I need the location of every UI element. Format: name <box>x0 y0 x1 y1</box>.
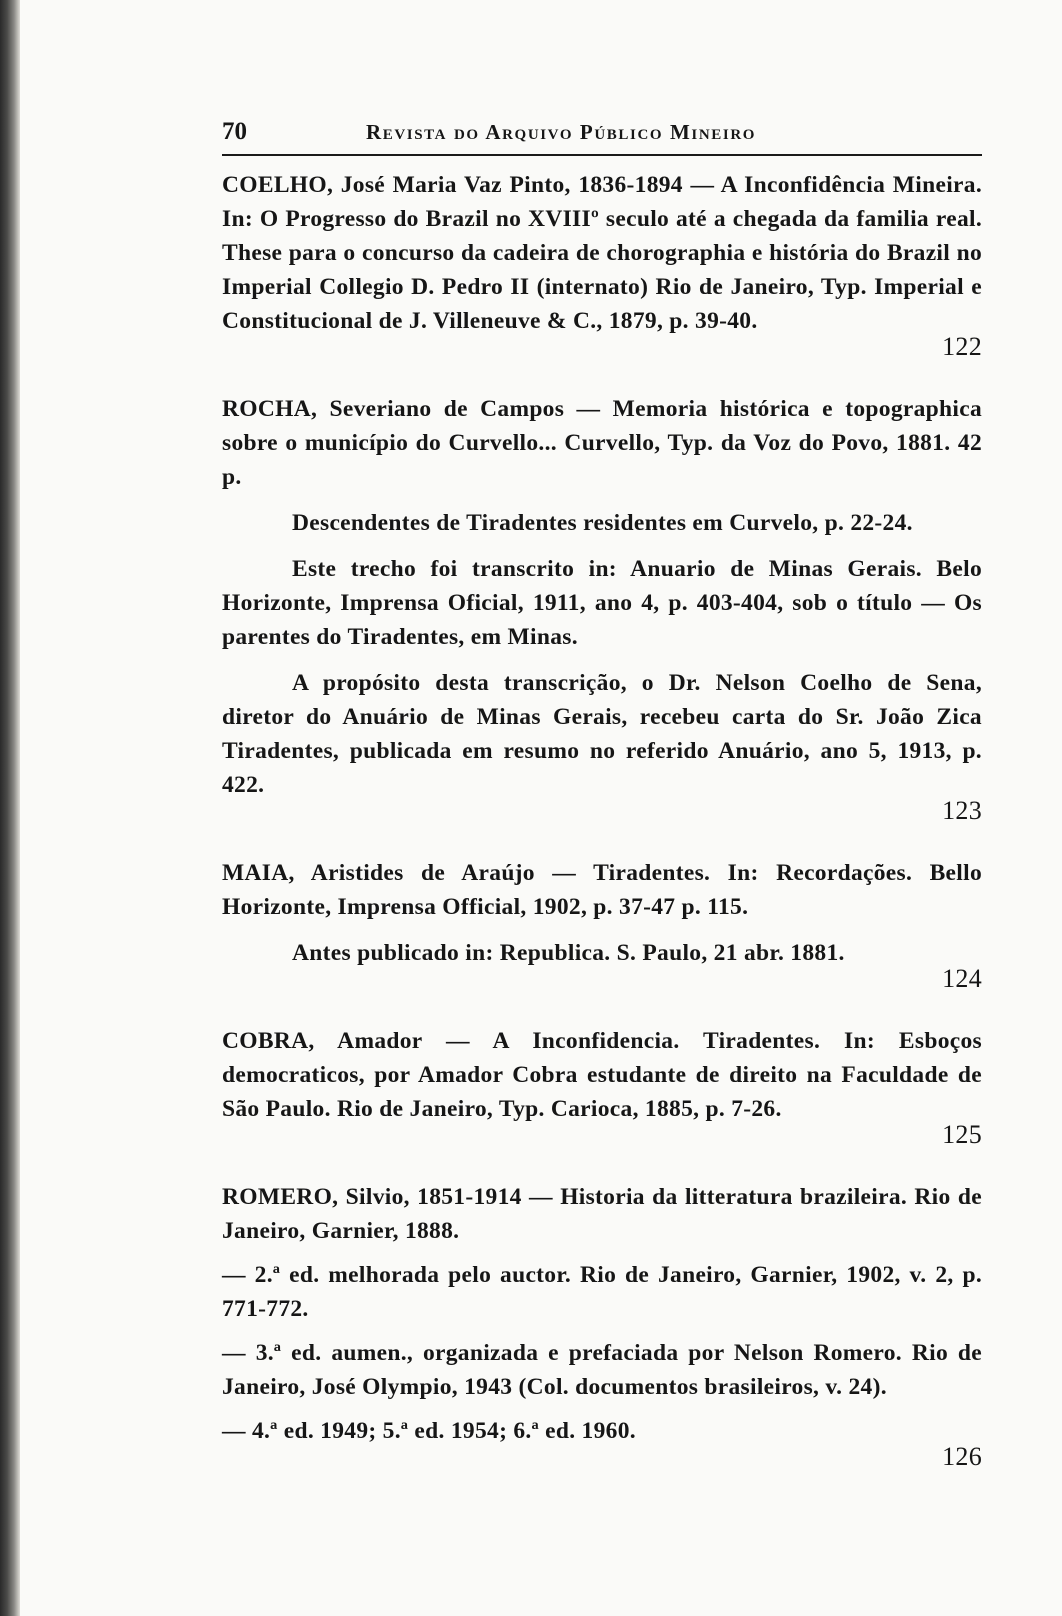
entry-edition: — 4.ª ed. 1949; 5.ª ed. 1954; 6.ª ed. 1960. <box>222 1418 636 1444</box>
entry-note: A propósito desta transcrição, o Dr. Nelson Coelho de Sena, diretor do Anuário de Minas Gerais, recebeu carta do Sr. João Zica Tiradentes, publicada em resumo no referido Anuário, ano 5, 1913, p. 422. <box>222 670 982 798</box>
entry-citation: MAIA, Aristides de Araújo — Tiradentes. In: Recordações. Bello Horizonte, Imprensa Official, 1902, p. 37-47 p. 115. <box>222 860 982 920</box>
entry-125 <box>222 1024 982 1150</box>
entry-edition: — 3.ª ed. aumen., organizada e prefaciada por Nelson Romero. Rio de Janeiro, José Olympio, 1943 (Col. documentos brasileiros, v. 24). <box>222 1340 982 1400</box>
entry-number: 125 <box>942 1120 982 1149</box>
entry-124 <box>222 856 982 994</box>
entry-number: 126 <box>942 1442 982 1471</box>
entry-citation: COBRA, Amador — A Inconfidencia. Tiradentes. In: Esboços democraticos, por Amador Cobra estudante de direito na Faculdade de São Paulo. Rio de Janeiro, Typ. Carioca, 1885, p. 7-26. <box>222 1028 982 1122</box>
bibliography-list <box>222 168 982 1502</box>
entry-note: Este trecho foi transcrito in: Anuario de Minas Gerais. Belo Horizonte, Imprensa Oficial, 1911, ano 4, p. 403-404, sob o título — Os parentes do Tiradentes, em Minas. <box>222 556 982 650</box>
book-binding-edge <box>0 0 20 1616</box>
entry-note: Descendentes de Tiradentes residentes em Curvelo, p. 22-24. <box>292 510 913 536</box>
page-number: 70 <box>222 118 247 145</box>
entry-number: 122 <box>942 332 982 361</box>
entry-number: 124 <box>942 964 982 993</box>
entry-citation: ROMERO, Silvio, 1851-1914 — Historia da litteratura brazileira. Rio de Janeiro, Garnier, 1888. <box>222 1184 982 1244</box>
entry-number: 123 <box>942 796 982 825</box>
running-head: Revista do Arquivo Público Mineiro <box>366 120 757 144</box>
entry-note: Antes publicado in: Republica. S. Paulo, 21 abr. 1881. <box>292 940 845 966</box>
entry-citation: COELHO, José Maria Vaz Pinto, 1836-1894 — A Inconfidência Mineira. In: O Progresso do Brazil no XVIIIº seculo até a chegada da familia real. These para o concurso da cadeira de chorographia e história do Brazil no Imperial Collegio D. Pedro II (internato) Rio de Janeiro, Typ. Imperial e Constitucional de J. Villeneuve & C., 1879, p. 39-40. <box>222 172 982 334</box>
entry-123 <box>222 392 982 826</box>
page-header <box>222 114 982 156</box>
entry-citation: ROCHA, Severiano de Campos — Memoria histórica e topographica sobre o município do Curvello... Curvello, Typ. da Voz do Povo, 1881. 42 p. <box>222 396 982 490</box>
entry-126 <box>222 1180 982 1472</box>
entry-edition: — 2.ª ed. melhorada pelo auctor. Rio de Janeiro, Garnier, 1902, v. 2, p. 771-772. <box>222 1262 982 1322</box>
entry-122 <box>222 168 982 362</box>
